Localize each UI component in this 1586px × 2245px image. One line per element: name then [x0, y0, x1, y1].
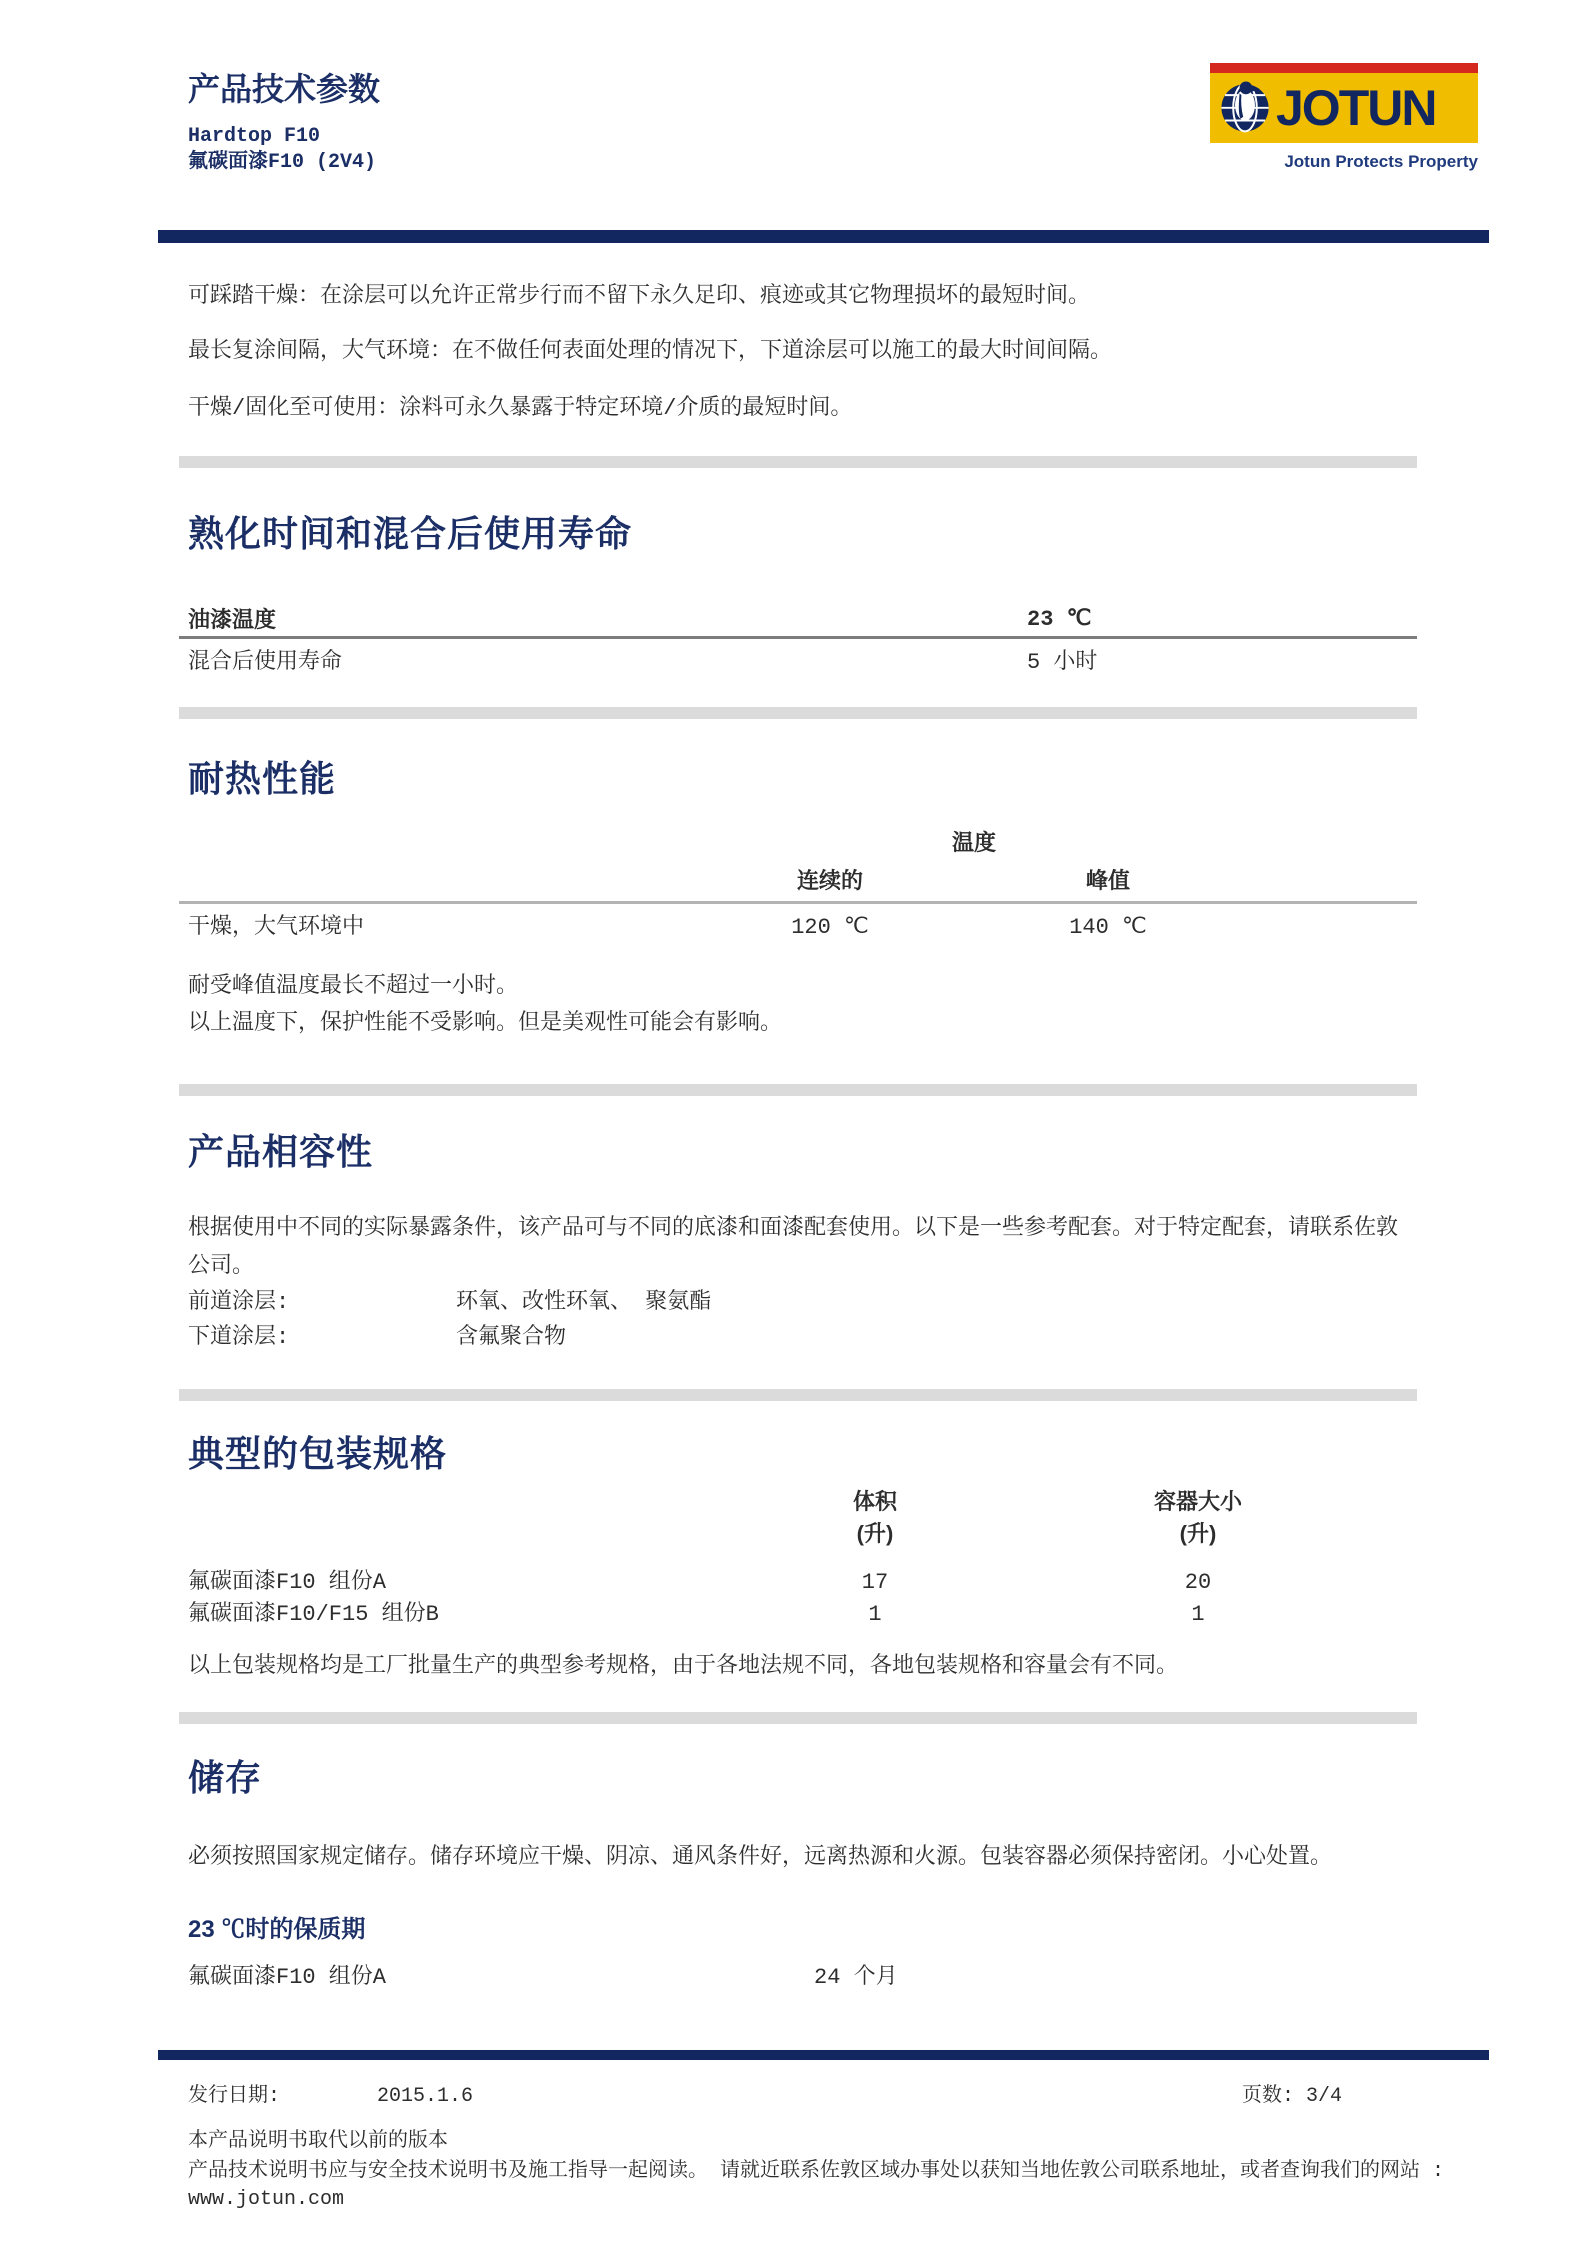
footer-website: www.jotun.com — [188, 2188, 345, 2211]
table-cell-container: 20 — [1184, 1570, 1212, 1595]
section-title-storage: 储存 — [188, 1758, 263, 1798]
table-rule — [179, 901, 1417, 904]
section-divider — [179, 1084, 1417, 1096]
header-divider-bar — [158, 230, 1489, 243]
table-row-label: 混合后使用寿命 — [188, 650, 343, 675]
section-divider — [179, 707, 1417, 719]
section-divider — [179, 456, 1417, 468]
heat-note: 以上温度下，保护性能不受影响。但是美观性可能会有影响。 — [188, 1011, 783, 1036]
section-title-packaging: 典型的包装规格 — [188, 1434, 448, 1474]
column-header-continuous: 连续的 — [796, 868, 863, 893]
jotun-logo-red-strip — [1210, 63, 1478, 73]
table-row-value: 5 小时 — [1027, 650, 1098, 675]
column-header-container-size: 容器大小 — [1153, 1489, 1242, 1514]
storage-paragraph: 必须按照国家规定储存。储存环境应干燥、阴凉、通风条件好，远离热源和火源。包装容器必须保持密闭。小心处置。 — [188, 1845, 1333, 1870]
intro-paragraph: 干燥/固化至可使用：涂料可永久暴露于特定环境/介质的最短时间。 — [188, 396, 853, 421]
table-cell-volume: 17 — [861, 1570, 889, 1595]
column-group-header-temperature: 温度 — [951, 830, 996, 855]
column-header-volume: 体积 — [852, 1489, 897, 1514]
intro-paragraph: 最长复涂间隔，大气环境：在不做任何表面处理的情况下，下道涂层可以施工的最大时间间隔。 — [188, 339, 1113, 364]
column-header-volume-unit: (升) — [856, 1521, 894, 1546]
section-title-heat-resistance: 耐热性能 — [188, 759, 337, 799]
section-divider — [179, 1712, 1417, 1724]
issue-date-value: 2015.1.6 — [377, 2085, 474, 2108]
footer-divider-bar — [158, 2050, 1489, 2060]
section-title-compatibility: 产品相容性 — [188, 1132, 374, 1172]
column-header-peak: 峰值 — [1085, 868, 1130, 893]
column-header-container-unit: (升) — [1179, 1521, 1217, 1546]
compatibility-row-label: 前道涂层: — [188, 1290, 290, 1315]
product-name-en: Hardtop F10 — [188, 125, 321, 148]
section-divider — [179, 1389, 1417, 1401]
jotun-tagline: Jotun Protects Property — [1284, 152, 1478, 171]
compatibility-row-value: 含氟聚合物 — [456, 1325, 567, 1350]
table-header-paint-temperature: 油漆温度 — [188, 607, 277, 632]
section-title-pot-life: 熟化时间和混合后使用寿命 — [188, 514, 633, 554]
shelf-life-subheading: 23 ℃时的保质期 — [188, 1916, 366, 1943]
shelf-life-row-label: 氟碳面漆F10 组份A — [188, 1965, 387, 1990]
footer-supersede-note: 本产品说明书取代以前的版本 — [188, 2130, 448, 2153]
heat-note: 耐受峰值温度最长不超过一小时。 — [188, 974, 519, 999]
intro-paragraph: 可踩踏干燥：在涂层可以允许正常步行而不留下永久足印、痕迹或其它物理损坏的最短时间。 — [188, 284, 1091, 309]
table-cell-peak-value: 140 ℃ — [1069, 915, 1147, 940]
jotun-penguin-globe-icon — [1216, 77, 1274, 140]
compatibility-paragraph: 根据使用中不同的实际暴露条件，该产品可与不同的底漆和面漆配套使用。以下是一些参考配套。对于特定配套，请联系佐敦公司。 — [188, 1216, 1399, 1279]
table-header-temperature-value: 23 ℃ — [1027, 607, 1092, 632]
table-row-label: 氟碳面漆F10 组份A — [188, 1570, 387, 1595]
packaging-note: 以上包装规格均是工厂批量生产的典型参考规格，由于各地法规不同，各地包装规格和容量会有不同。 — [188, 1654, 1179, 1679]
shelf-life-row-value: 24 个月 — [814, 1965, 898, 1990]
table-rule — [179, 636, 1417, 639]
footer-disclaimer: 产品技术说明书应与安全技术说明书及施工指导一起阅读。 请就近联系佐敦区域办事处以获知当地佐敦公司联系地址，或者查询我们的网站 : — [188, 2160, 1445, 2183]
page-number: 页数: 3/4 — [1242, 2085, 1343, 2108]
table-row-label: 干燥，大气环境中 — [188, 915, 365, 940]
table-cell-container: 1 — [1191, 1602, 1205, 1627]
doc-type-title: 产品技术参数 — [188, 71, 381, 107]
table-cell-continuous-value: 120 ℃ — [791, 915, 869, 940]
table-cell-volume: 1 — [868, 1602, 882, 1627]
jotun-wordmark: JOTUN — [1276, 80, 1436, 136]
compatibility-row-label: 下道涂层: — [188, 1325, 290, 1350]
product-name-cn: 氟碳面漆F10 (2V4) — [188, 151, 377, 174]
jotun-logo — [1210, 73, 1478, 143]
compatibility-row-value: 环氧、改性环氧、 聚氨酯 — [456, 1290, 712, 1315]
issue-date-label: 发行日期: — [188, 2085, 281, 2108]
table-row-label: 氟碳面漆F10/F15 组份B — [188, 1602, 439, 1627]
